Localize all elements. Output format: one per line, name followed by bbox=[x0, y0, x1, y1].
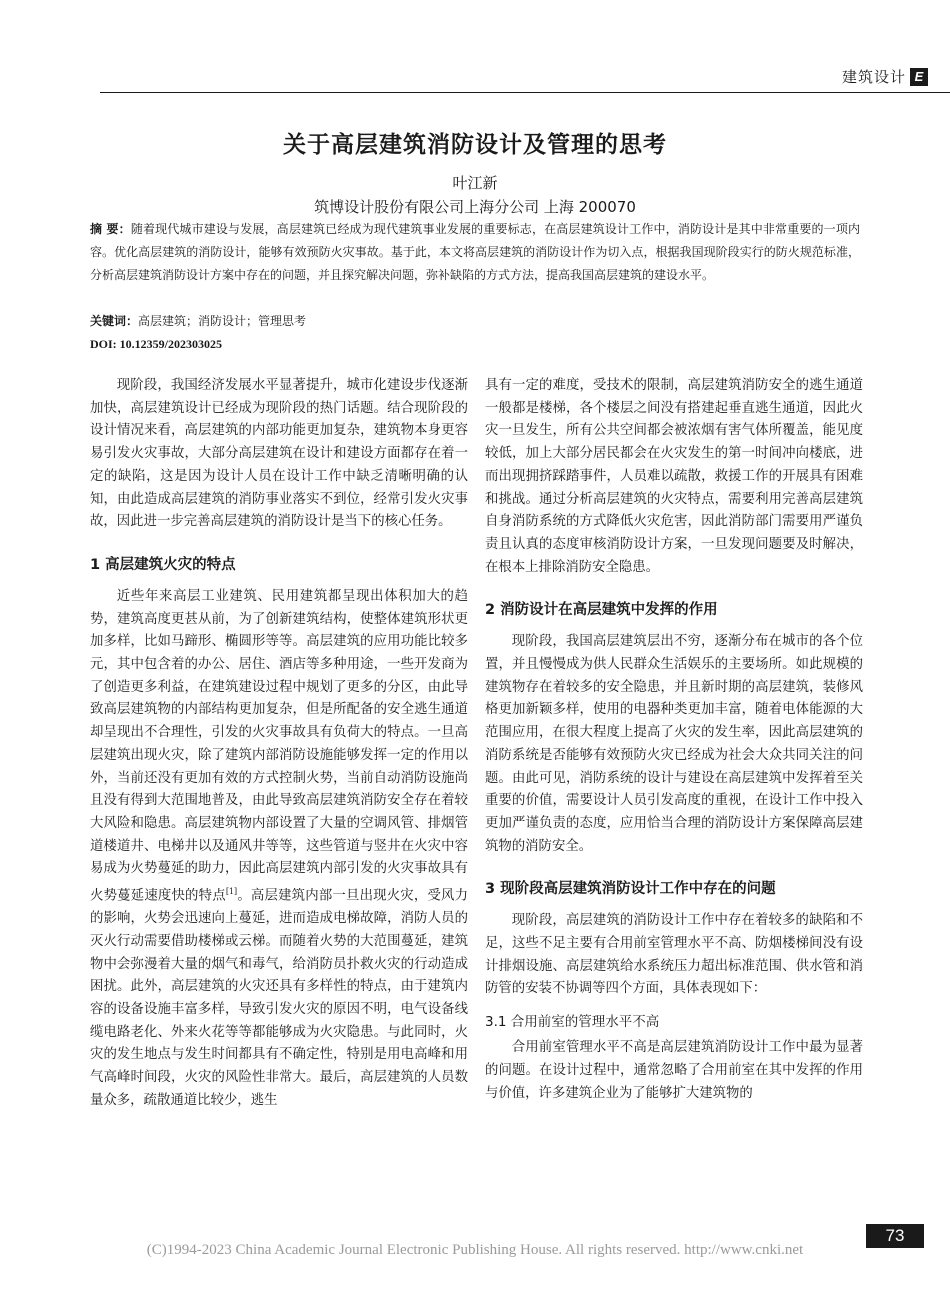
section-1-paragraph bbox=[90, 586, 468, 1113]
section-2-paragraph: 现阶段，我国高层建筑层出不穷，逐渐分布在城市的各个位置，并且慢慢成为供人民群众生活娱乐的主要场所。如此规模的建筑物存在着较多的安全隐患，并且新时期的高层建筑，装修风格更加新颖多样，使用的电器种类更加丰富，随着电体能源的大范围应用，在很大程度上提高了火灾的发生率，因此高层建筑的消防系统是否能够有效预防火灾已经成为社会大众共同关注的问题。由此可见，消防系统的设计与建设在高层建筑中发挥着至关重要的价值，需要设计人员引发高度的重视，在设计工作中投入更加严谨负责的态度，应用恰当合理的消防设计方案保障高层建筑物的消防安全。 bbox=[485, 634, 863, 854]
abstract-label: 摘 要： bbox=[90, 222, 131, 236]
keywords-text: 高层建筑；消防设计；管理思考 bbox=[138, 314, 307, 328]
journal-section-label: 建筑设计 bbox=[841, 68, 906, 86]
left-column bbox=[90, 375, 468, 1113]
section-3-1-paragraph: 合用前室管理水平不高是高层建筑消防设计工作中最为显著的问题。在设计过程中，通常忽略了合用前室在其中发挥的作用与价值，许多建筑企业为了能够扩大建筑物的 bbox=[485, 1040, 863, 1101]
section-1-text-part2: 。高层建筑内部一旦出现火灾，受风力的影响，火势会迅速向上蔓延，进而造成电梯故障，消防人员的灭火行动需要借助楼梯或云梯。而随着火势的大范围蔓延，建筑物中会弥漫着大量的烟气和毒气，给消防员扑救火灾的行动造成困扰。此外，高层建筑的火灾还具有多样性的特点，由于建筑内容的设备设施丰富多样，导致引发火灾的原因不明，电气设备线缆电路老化、外来火花等等都能够成为火灾隐患。与此同时，火灾的发生地点与发生时间都具有不确定性，特别是用电高峰和用气高峰时间段，火灾的风险性非常大。最后，高层建筑的人员数量众多，疏散通道比较少，逃生 bbox=[90, 888, 469, 1108]
section-1-text-part1: 近些年来高层工业建筑、民用建筑都呈现出体积加大的趋势，建筑高度更甚从前，为了创新建筑结构，使整体建筑形状更加多样，比如马蹄形、椭圆形等等。高层建筑的应用功能比较多元，其中包含着的办公、居住、酒店等多种用途，一些开发商为了创造更多利益，在建筑建设过程中规划了更多的分区，由此导致高层建筑物的内部结构更加复杂，但是所配备的安全逃生通道却呈现出不合理性，引发的火灾事故具有负荷大的特点。一旦高层建筑出现火灾，除了建筑内部消防设施能够发挥一定的作用以外，当前还没有更加有效的方式控制火势，当前自动消防设施尚且没有得到大范围地普及，由此导致高层建筑消防安全存在着较大风险和隐患。高层建筑物内部设置了大量的空调风管、排烟管道楼道井、电梯井以及通风井等等，这些管道与竖井在火灾中容易成为火势蔓延的助力，因此高层建筑内部引发的火灾事故具有火势蔓延速度快的特点 bbox=[90, 588, 468, 904]
running-header bbox=[100, 66, 950, 94]
continuation-paragraph: 具有一定的难度，受技术的限制，高层建筑消防安全的逃生通道一般都是楼梯，各个楼层之间没有搭建起垂直逃生通道，因此火灾一旦发生，所有公共空间都会被浓烟有害气体所覆盖，能见度较低，加上大部分居民都会在火灾发生的第一时间冲向楼底，进而出现拥挤踩踏事件，人员难以疏散，救援工作的开展具有困难和挑战。通过分析高层建筑的火灾特点，需要利用完善高层建筑自身消防系统的方式降低火灾危害，因此消防部门需要用严谨负责且认真的态度审核消防设计方案，一旦发现问题要及时解决，在根本上排除消防安全隐患。 bbox=[485, 378, 863, 575]
section-1-heading: 1 高层建筑火灾的特点 bbox=[90, 556, 236, 573]
page-number: 73 bbox=[866, 1224, 924, 1248]
journal-logo-icon: E bbox=[910, 68, 928, 86]
keywords-label: 关键词： bbox=[90, 314, 139, 328]
intro-paragraph: 现阶段，我国经济发展水平显著提升，城市化建设步伐逐渐加快，高层建筑设计已经成为现阶段的热门话题。结合现阶段的设计情况来看，高层建筑的内部功能更加复杂，建筑物本身更容易引发火灾事故，大部分高层建筑在设计和建设方面都存在着一定的缺陷，这是因为设计人员在设计工作中缺乏清晰明确的认知，由此造成高层建筑的消防事业落实不到位，经常引发火灾事故，因此进一步完善高层建筑的消防设计是当下的核心任务。 bbox=[90, 378, 468, 530]
doi: DOI: 10.12359/202303025 bbox=[90, 337, 222, 351]
author-affiliation: 筑博设计股份有限公司上海分公司 上海 200070 bbox=[314, 198, 636, 216]
keywords bbox=[90, 312, 306, 329]
citation-marker: [1] bbox=[225, 887, 238, 897]
paper-author: 叶江新 bbox=[452, 174, 498, 192]
paper-title: 关于高层建筑消防设计及管理的思考 bbox=[283, 132, 667, 158]
header-divider bbox=[100, 92, 950, 93]
right-column bbox=[485, 375, 863, 1105]
section-2-heading: 2 消防设计在高层建筑中发挥的作用 bbox=[485, 602, 718, 619]
section-3-heading: 3 现阶段高层建筑消防设计工作中存在的问题 bbox=[485, 881, 776, 898]
copyright-footer: (C)1994-2023 China Academic Journal Electronic Publishing House. All rights reserved. http://www.cnki.net bbox=[146, 1242, 804, 1258]
section-3-1-heading: 3.1 合用前室的管理水平不高 bbox=[485, 1014, 660, 1031]
abstract bbox=[90, 218, 860, 287]
abstract-text: 随着现代城市建设与发展，高层建筑已经成为现代建筑事业发展的重要标志，在高层建筑设计工作中，消防设计是其中非常重要的一项内容。优化高层建筑的消防设计，能够有效预防火灾事故。基于此，本文将高层建筑的消防设计作为切入点，根据我国现阶段实行的防火规范标准，分析高层建筑消防设计方案中存在的问题，并且探究解决问题，弥补缺陷的方式方法，提高我国高层建筑的建设水平。 bbox=[90, 222, 860, 282]
section-3-paragraph: 现阶段，高层建筑的消防设计工作中存在着较多的缺陷和不足，这些不足主要有合用前室管理水平不高、防烟楼梯间没有设计排烟设施、高层建筑给水系统压力超出标准范围、供水管和消防管的安装不协调等四个方面，具体表现如下： bbox=[485, 913, 863, 997]
